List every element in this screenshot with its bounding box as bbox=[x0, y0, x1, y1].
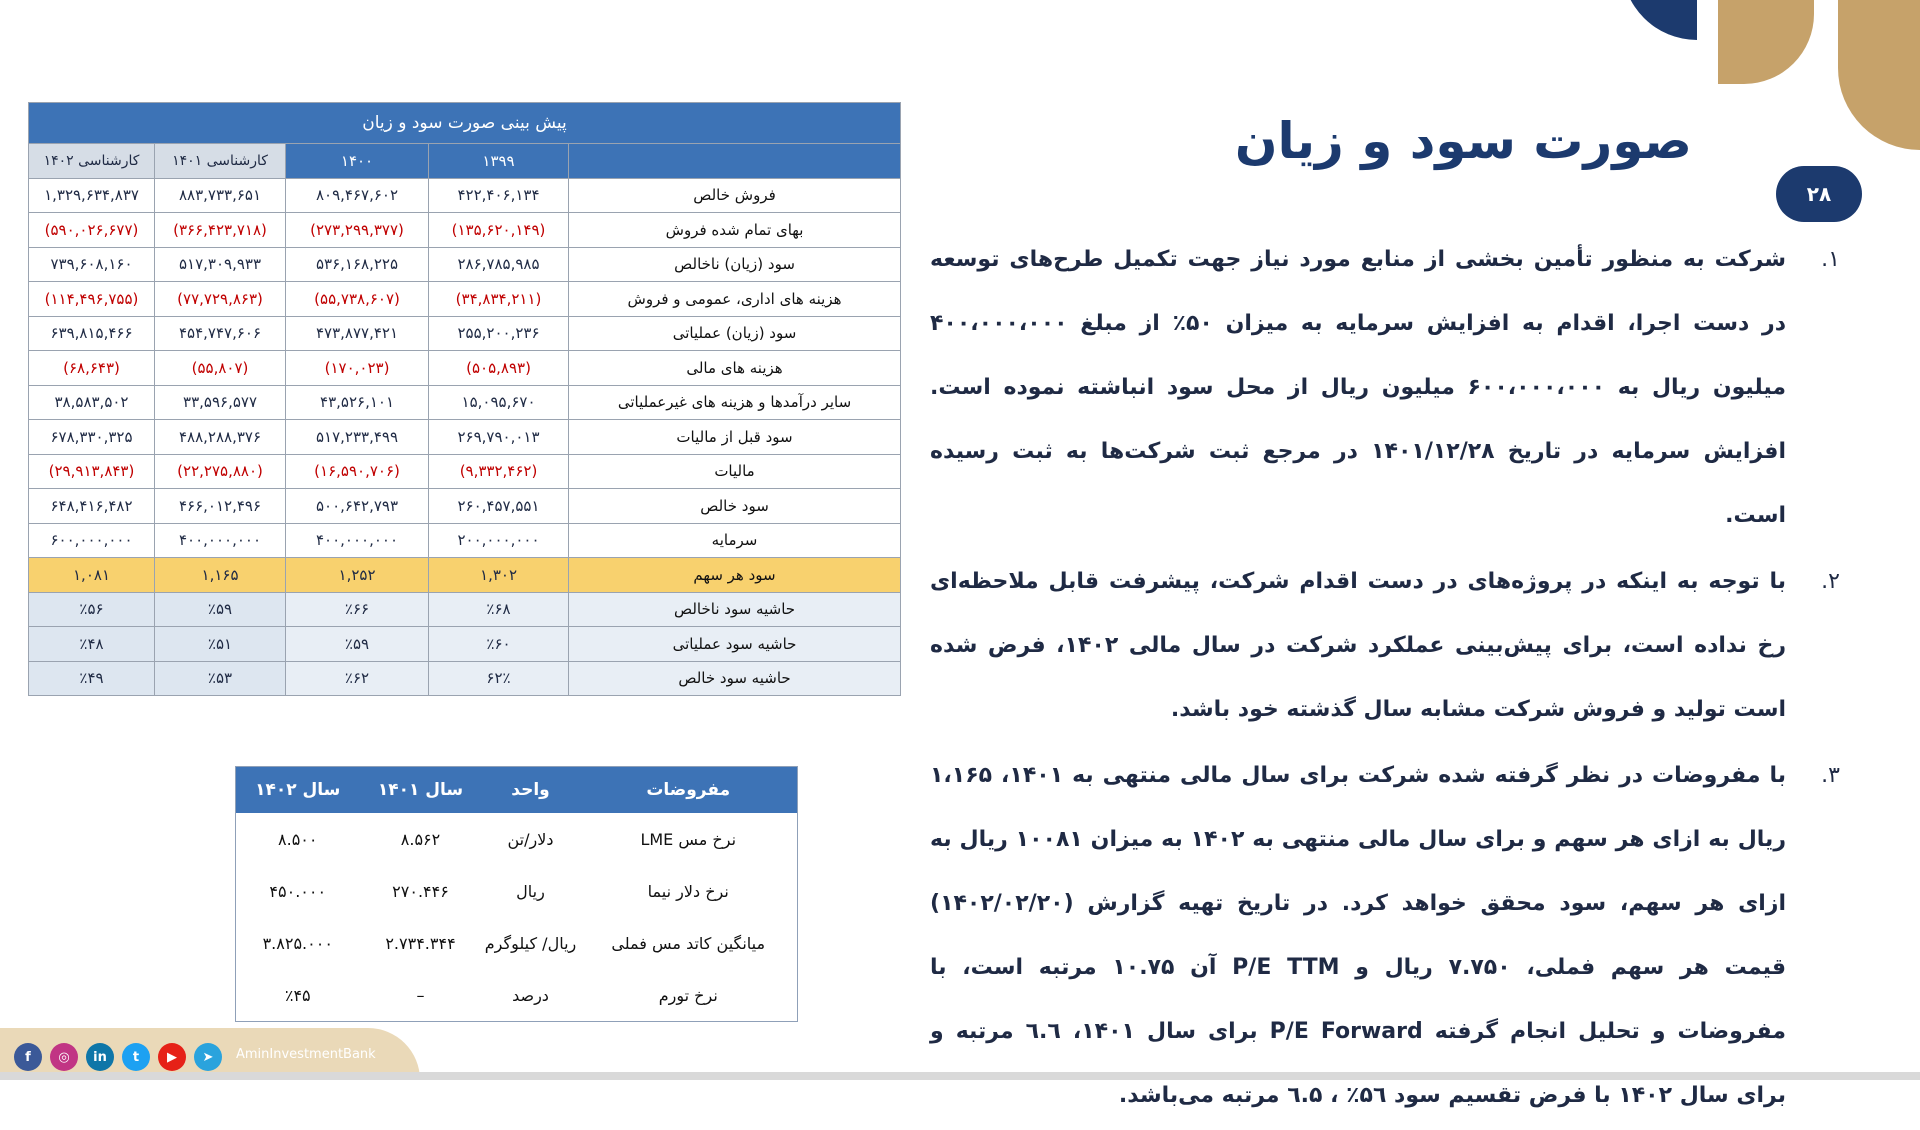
column-header: مفروضات bbox=[580, 767, 798, 814]
column-header: ۱۳۹۹ bbox=[429, 144, 569, 179]
table-row bbox=[29, 385, 901, 420]
table-cell: (۵۹۰,۰۲۶,۶۷۷) bbox=[29, 213, 155, 248]
row-label: میانگین کاتد مس فملی bbox=[611, 933, 766, 953]
table-body bbox=[29, 178, 901, 696]
table-cell: ۲۰۰,۰۰۰,۰۰۰ bbox=[429, 523, 569, 558]
paragraph bbox=[930, 550, 1840, 742]
table-cell: ۶۳۹,۸۱۵,۴۶۶ bbox=[29, 316, 155, 351]
table-cell: ۴۵۴,۷۴۷,۶۰۶ bbox=[155, 316, 286, 351]
table-cell: درصد bbox=[512, 985, 549, 1005]
table-cell: (۱۷۰,۰۲۳) bbox=[286, 351, 429, 386]
table-cell: ۶۴۸,۴۱۶,۴۸۲ bbox=[29, 489, 155, 524]
table-cell: دلار/تن bbox=[507, 829, 554, 849]
column-header: سال ۱۴۰۱ bbox=[360, 767, 482, 814]
telegram-icon[interactable]: ➤ bbox=[194, 1043, 222, 1071]
table-cell: ۱,۰۸۱ bbox=[29, 558, 155, 593]
table-cell: ٪۶۸ bbox=[429, 592, 569, 627]
table-row bbox=[29, 627, 901, 662]
footer-strip bbox=[0, 1072, 1920, 1080]
table-cell: (۱۶,۵۹۰,۷۰۶) bbox=[286, 454, 429, 489]
paragraph-number: ۳. bbox=[1821, 763, 1840, 788]
row-label: حاشیه سود عملیاتی bbox=[569, 627, 901, 662]
table-cell: ۲۵۵,۲۰۰,۲۳۶ bbox=[429, 316, 569, 351]
column-header: واحد bbox=[482, 767, 580, 814]
table-cell: ۶۲٪ bbox=[429, 661, 569, 696]
row-label: بهای تمام شده فروش bbox=[569, 213, 901, 248]
table-cell: ٪۵۹ bbox=[155, 592, 286, 627]
table-cell: ۲.۷۳۴.۳۴۴ bbox=[385, 933, 456, 953]
table-row bbox=[29, 661, 901, 696]
table-row bbox=[29, 282, 901, 317]
table-cell: ۴۶۶,۰۱۲,۴۹۶ bbox=[155, 489, 286, 524]
table-cell: ۳۸,۵۸۳,۵۰۲ bbox=[29, 385, 155, 420]
table-row bbox=[236, 865, 798, 917]
instagram-icon[interactable]: ◎ bbox=[50, 1043, 78, 1071]
row-label: حاشیه سود ناخالص bbox=[569, 592, 901, 627]
twitter-icon[interactable]: t bbox=[122, 1043, 150, 1071]
table-row bbox=[29, 420, 901, 455]
table-cell: ۴۳,۵۲۶,۱۰۱ bbox=[286, 385, 429, 420]
column-header bbox=[569, 144, 901, 179]
table-row bbox=[236, 969, 798, 1022]
table-cell: ۶۰۰,۰۰۰,۰۰۰ bbox=[29, 523, 155, 558]
body-text bbox=[930, 228, 1840, 1130]
footer-brand: AminInvestmentBank bbox=[236, 1047, 376, 1062]
table-cell: (۷۷,۷۲۹,۸۶۳) bbox=[155, 282, 286, 317]
paragraph-text: با توجه به اینکه در پروژه‌های در دست اقدام شرکت، پیشرفت قابل ملاحظه‌ای رخ نداده است، برای پیش‌بینی عملکرد شرکت در سال مالی ۱۴۰۲، فرض شده است تولید و فروش شرکت مشابه سال گذشته خود باشد. bbox=[930, 569, 1786, 722]
row-label: سود قبل از مالیات bbox=[569, 420, 901, 455]
table-cell: ٪۵۶ bbox=[29, 592, 155, 627]
table-cell: (۵۵,۷۳۸,۶۰۷) bbox=[286, 282, 429, 317]
table-cell: ریال/ کیلوگرم bbox=[484, 933, 577, 953]
table-row bbox=[29, 316, 901, 351]
table-cell: ۴۰۰,۰۰۰,۰۰۰ bbox=[286, 523, 429, 558]
table-cell: ۸.۵۰۰ bbox=[278, 829, 318, 849]
row-label: سود (زیان) ناخالص bbox=[569, 247, 901, 282]
row-label: سایر درآمدها و هزینه های غیرعملیاتی bbox=[569, 385, 901, 420]
paragraph-text: شرکت به منظور تأمین بخشی از منابع مورد نیاز جهت تکمیل طرح‌های توسعه در دست اجرا، اقدام به افزایش سرمایه به میزان ۵۰٪ از مبلغ ۴۰۰،۰۰۰،۰۰۰ میلیون ریال به ۶۰۰،۰۰۰،۰۰۰ میلیون ریال از محل سود انباشته نموده است. افزایش سرمایه در تاریخ ۱۴۰۱/۱۲/۲۸ در مرجع ثبت شرکت‌ها به ثبت رسیده است. bbox=[930, 247, 1786, 528]
table-cell: (۲۷۳,۲۹۹,۳۷۷) bbox=[286, 213, 429, 248]
row-label: سرمایه bbox=[569, 523, 901, 558]
decorative-gold-shape-right bbox=[1838, 0, 1920, 150]
row-label: نرخ تورم bbox=[658, 985, 718, 1005]
paragraph bbox=[930, 228, 1840, 548]
table-cell: ۲۶۹,۷۹۰,۰۱۳ bbox=[429, 420, 569, 455]
table-row bbox=[29, 558, 901, 593]
column-header: کارشناسی ۱۴۰۱ bbox=[155, 144, 286, 179]
table-row bbox=[29, 523, 901, 558]
table-title: پیش بینی صورت سود و زیان bbox=[29, 103, 901, 144]
paragraph-number: ۲. bbox=[1821, 569, 1840, 594]
table-row bbox=[236, 813, 798, 865]
table-cell: ٪۴۸ bbox=[29, 627, 155, 662]
table-cell: (۲۹,۹۱۳,۸۴۳) bbox=[29, 454, 155, 489]
row-label: مالیات bbox=[569, 454, 901, 489]
column-header: ۱۴۰۰ bbox=[286, 144, 429, 179]
table-cell: ٪۵۳ bbox=[155, 661, 286, 696]
table-cell: ریال bbox=[516, 881, 545, 901]
row-label: هزینه های اداری، عمومی و فروش bbox=[569, 282, 901, 317]
table-cell: ٪۶۲ bbox=[286, 661, 429, 696]
table-row bbox=[29, 351, 901, 386]
table-cell: (۱۱۴,۴۹۶,۷۵۵) bbox=[29, 282, 155, 317]
table-cell: ٪۶۰ bbox=[429, 627, 569, 662]
row-label: سود هر سهم bbox=[569, 558, 901, 593]
table-body bbox=[236, 813, 798, 1022]
table-cell: ۷۳۹,۶۰۸,۱۶۰ bbox=[29, 247, 155, 282]
table-cell: ٪۵۱ bbox=[155, 627, 286, 662]
table-cell: ۵۰۰,۶۴۲,۷۹۳ bbox=[286, 489, 429, 524]
table-cell: ۴۵۰.۰۰۰ bbox=[269, 881, 327, 901]
table-row bbox=[29, 592, 901, 627]
table-cell: ۱,۲۵۲ bbox=[286, 558, 429, 593]
table-row bbox=[29, 489, 901, 524]
table-cell: ۴۸۸,۲۸۸,۳۷۶ bbox=[155, 420, 286, 455]
facebook-icon[interactable]: f bbox=[14, 1043, 42, 1071]
table-cell: ۴۷۳,۸۷۷,۴۲۱ bbox=[286, 316, 429, 351]
table-cell: (۳۴,۸۳۴,۲۱۱) bbox=[429, 282, 569, 317]
table-row bbox=[236, 917, 798, 969]
row-label: سود (زیان) عملیاتی bbox=[569, 316, 901, 351]
table-cell: ۲۶۰,۴۵۷,۵۵۱ bbox=[429, 489, 569, 524]
table-cell: ۶۷۸,۳۳۰,۳۲۵ bbox=[29, 420, 155, 455]
decorative-navy-shape bbox=[1622, 0, 1697, 40]
row-label: فروش خالص bbox=[569, 178, 901, 213]
table-row bbox=[29, 247, 901, 282]
table-cell: ٪۶۶ bbox=[286, 592, 429, 627]
table-cell: (۶۸,۶۴۳) bbox=[29, 351, 155, 386]
table-cell: ۱,۳۲۹,۶۳۴,۸۳۷ bbox=[29, 178, 155, 213]
table-cell: – bbox=[416, 985, 425, 1005]
linkedin-icon[interactable]: in bbox=[86, 1043, 114, 1071]
table-cell: ۳.۸۲۵.۰۰۰ bbox=[262, 933, 333, 953]
table-cell: (۵۰۵,۸۹۳) bbox=[429, 351, 569, 386]
table-cell: ۵۳۶,۱۶۸,۲۲۵ bbox=[286, 247, 429, 282]
paragraph bbox=[930, 744, 1840, 1128]
table-row bbox=[29, 178, 901, 213]
table-cell: (۹,۳۳۲,۴۶۲) bbox=[429, 454, 569, 489]
table-cell: ٪۵۹ bbox=[286, 627, 429, 662]
table-cell: ۸۸۳,۷۳۳,۶۵۱ bbox=[155, 178, 286, 213]
table-cell: ۱,۱۶۵ bbox=[155, 558, 286, 593]
table-row bbox=[29, 454, 901, 489]
paragraph-number: ۱. bbox=[1821, 247, 1840, 272]
table-cell: ۸۰۹,۴۶۷,۶۰۲ bbox=[286, 178, 429, 213]
assumptions-table bbox=[235, 766, 798, 1022]
paragraph-text: با مفروضات در نظر گرفته شده شرکت برای سال مالی منتهی به ۱۴۰۱، ۱،۱۶۵ ریال به ازای هر سهم و برای سال مالی منتهی به ۱۴۰۲ به میزان ۱۰۰۸۱ ریال به ازای هر سهم، سود محقق خواهد کرد. در تاریخ تهیه گزارش (۱۴۰۲/۰۲/۲۰) قیمت هر سهم فملی، ۷.۷۵۰ ریال و P/E TTM آن ۱۰.۷۵ مرتبه است، با مفروضات و تحلیل انجام گرفته P/E Forward برای سال ۱۴۰۱، ٦.٦ مرتبه و برای سال ۱۴۰۲ با فرض تقسیم سود ۵٦٪ ، ٦.۵ مرتبه می‌باشد. bbox=[930, 763, 1786, 1108]
table-cell: (۱۳۵,۶۲۰,۱۴۹) bbox=[429, 213, 569, 248]
table-cell: ۵۱۷,۲۳۳,۴۹۹ bbox=[286, 420, 429, 455]
table-cell: ۴۰۰,۰۰۰,۰۰۰ bbox=[155, 523, 286, 558]
table-cell: ۲۸۶,۷۸۵,۹۸۵ bbox=[429, 247, 569, 282]
profit-loss-table bbox=[28, 102, 901, 696]
table-cell: ۳۳,۵۹۶,۵۷۷ bbox=[155, 385, 286, 420]
decorative-gold-shape bbox=[1718, 0, 1814, 84]
table-cell: ۱۵,۰۹۵,۶۷۰ bbox=[429, 385, 569, 420]
table-row bbox=[29, 213, 901, 248]
table-cell: ۱,۳۰۲ bbox=[429, 558, 569, 593]
youtube-icon[interactable]: ▶ bbox=[158, 1043, 186, 1071]
table-cell: ٪۴۵ bbox=[284, 985, 311, 1005]
column-header: سال ۱۴۰۲ bbox=[236, 767, 360, 814]
table-cell: (۲۲,۲۷۵,۸۸۰) bbox=[155, 454, 286, 489]
row-label: حاشیه سود خالص bbox=[569, 661, 901, 696]
table-cell: (۵۵,۸۰۷) bbox=[155, 351, 286, 386]
row-label: هزینه های مالی bbox=[569, 351, 901, 386]
row-label: سود خالص bbox=[569, 489, 901, 524]
table-cell: ۴۲۲,۴۰۶,۱۳۴ bbox=[429, 178, 569, 213]
page-number-badge: ۲۸ bbox=[1776, 166, 1862, 222]
row-label: نرخ دلار نیما bbox=[647, 881, 729, 901]
table-cell: ۸.۵۶۲ bbox=[400, 829, 441, 849]
table-cell: ٪۴۹ bbox=[29, 661, 155, 696]
table-cell: (۳۶۶,۴۲۳,۷۱۸) bbox=[155, 213, 286, 248]
page-title: صورت سود و زیان bbox=[1234, 112, 1692, 170]
column-header: کارشناسی ۱۴۰۲ bbox=[29, 144, 155, 179]
table-cell: ۲۷۰.۴۴۶ bbox=[392, 881, 449, 901]
table-cell: ۵۱۷,۳۰۹,۹۳۳ bbox=[155, 247, 286, 282]
row-label: نرخ مس LME bbox=[640, 829, 737, 849]
